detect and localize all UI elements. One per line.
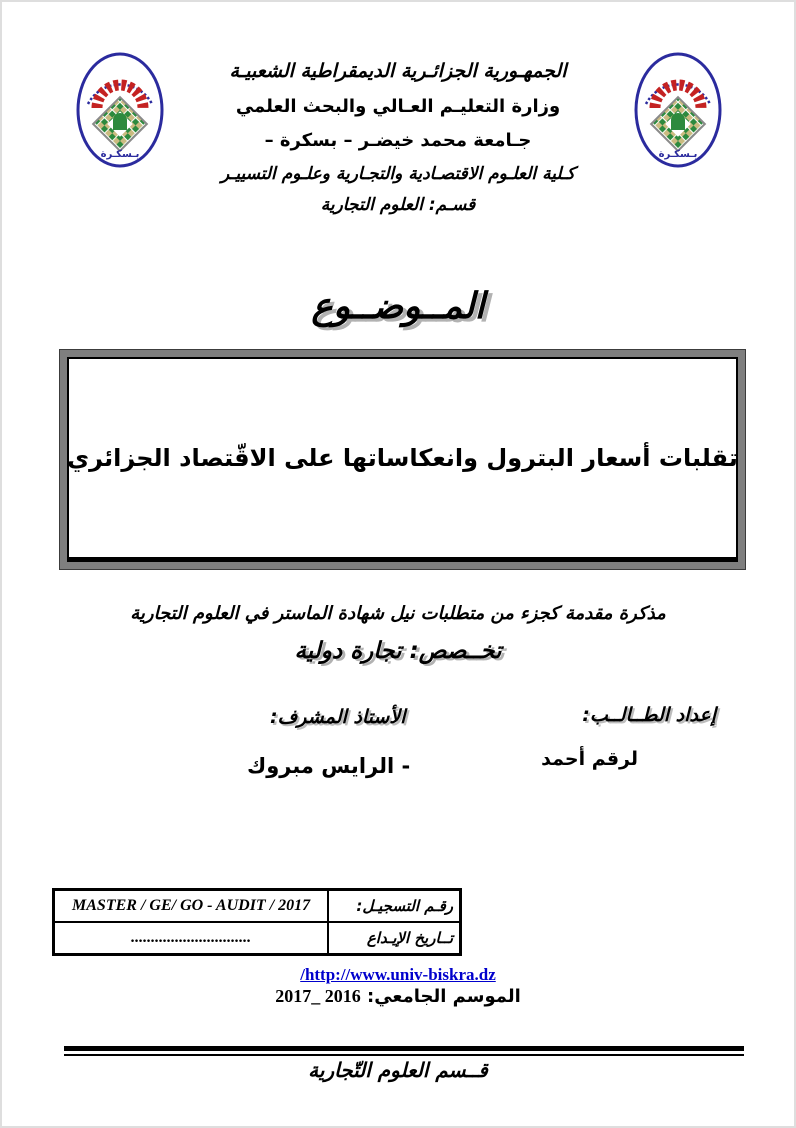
deposit-date-value: .............................. — [54, 922, 329, 955]
thesis-title-inner-box — [67, 357, 738, 562]
logo-caption: بـسكـرة — [658, 149, 698, 160]
supervisor-label: الأستاذ المشرف: — [270, 706, 406, 728]
department-line: قسـم: العلوم التجارية — [320, 195, 476, 216]
university-website-link[interactable]: /http://www.univ-biskra.dz — [300, 965, 496, 984]
footer-department: قــسم العلوم التّجارية — [308, 1058, 488, 1082]
student-label: إعداد الطــالــب: — [582, 704, 716, 726]
university-line: جـامعة محمد خيضـر – بسكرة – — [264, 130, 532, 152]
faculty-line: كـلية العلـوم الاقتصـادية والتجـارية وعلـوم التسييـر — [220, 163, 576, 184]
registration-number-value: MASTER / GE/ GO - AUDIT / 2017 — [54, 890, 329, 923]
institution-header — [152, 60, 644, 228]
academic-year-label: الموسم الجامعي: — [367, 986, 521, 1007]
deposit-date-label: تــاريخ الإيـداع — [328, 922, 460, 955]
table-row — [54, 922, 461, 955]
republic-line: الجمهـورية الجزائـرية الديمقراطية الشعبيـة — [229, 60, 567, 82]
registration-number-label: رقـم التسجيـل: — [328, 890, 460, 923]
thesis-title: تقلبات أسعار البترول وانعكاساتها على الاقّتصاد الجزائري — [67, 444, 738, 472]
subject-heading: المــوضــوع — [311, 286, 485, 327]
table-row — [54, 890, 461, 923]
student-name: لرقم أحمد — [541, 748, 638, 770]
supervisor-name: - الرايس مبروك — [247, 754, 411, 778]
memoir-note: مذكرة مقدمة كجزء من متطلبات نيل شهادة الماستر في العلوم التجارية — [130, 603, 666, 624]
academic-year-value: 2017_ 2016 — [275, 986, 361, 1006]
footer-divider — [64, 1046, 744, 1056]
academic-year-line — [2, 986, 794, 1007]
registration-table — [52, 888, 462, 956]
logo-arch-door — [671, 113, 685, 130]
logo-arch-door — [113, 113, 127, 130]
thesis-title-frame — [59, 349, 746, 570]
website-row — [2, 965, 794, 985]
ministry-line: وزارة التعليـم العـالي والبحث العلمي — [235, 95, 561, 117]
logo-caption: بـسكـرة — [100, 149, 140, 160]
specialization-line: تخــصص: تجارة دولية — [294, 638, 502, 664]
